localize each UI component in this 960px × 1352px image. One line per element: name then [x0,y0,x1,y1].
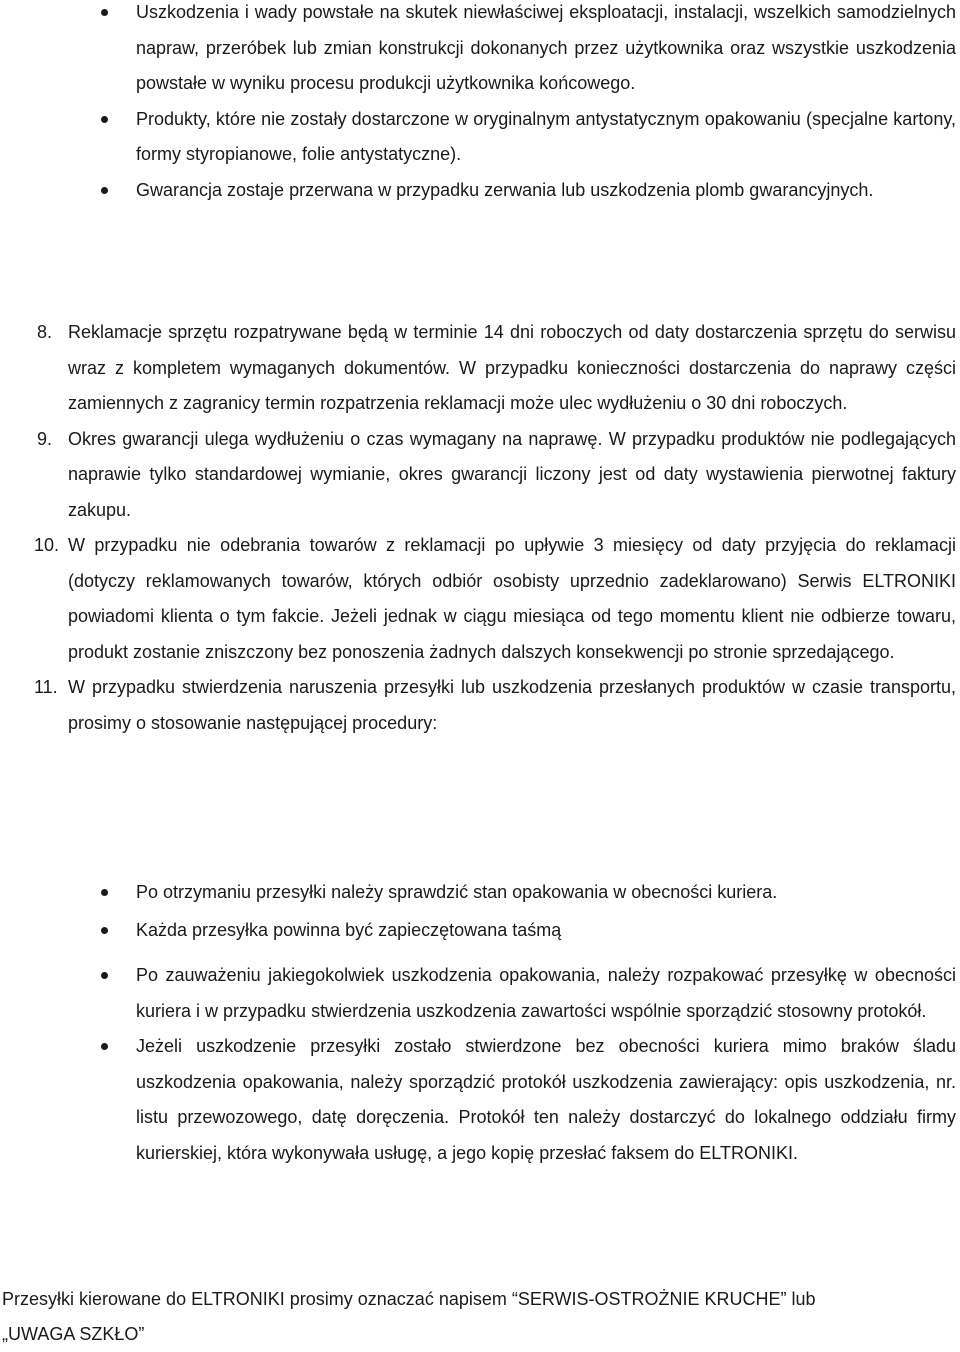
bullet-dot [101,1043,108,1050]
bullet-text: Produkty, które nie zostały dostarczone w oryginalnym antystatycznym opakowaniu (specjalne kartony, formy styropianowe, folie antystatyczne). [136,108,956,164]
bullet-dot [101,889,108,896]
clause-text: W przypadku nie odebrania towarów z reklamacji po upływie 3 miesięcy od daty przyjęcia do reklamacji (dotyczy reklamowanych towarów, których odbiór osobisty uprzednio zadeklarowano) Serwis ELTRONIKI powiadomi klienta o tym fakcie. Jeżeli jednak w ciągu miesiąca od tego momentu klient nie odbierze towaru, produkt zostanie zniszczony bez ponoszenia żadnych dalszych konsekwencji po stronie sprzedającego. [68,535,956,662]
list-item [0,0,960,102]
procedure-list [0,875,960,1171]
bullet-dot [101,187,108,194]
clause-number: 9. [37,428,53,449]
list-item [0,173,960,209]
clause-8 [0,315,960,422]
numbered-clauses [0,315,960,741]
clause-text: Reklamacje sprzętu rozpatrywane będą w terminie 14 dni roboczych od daty dostarczenia sprzętu do serwisu wraz z kompletem wymaganych dokumentów. W przypadku konieczności dostarczenia do naprawy części zamiennych z zagranicy termin rozpatrzenia reklamacji może ulec wydłużeniu o 30 dni roboczych. [68,322,956,413]
list-item [0,1029,960,1171]
clause-9 [0,422,960,529]
shipping-label-note: Przesyłki kierowane do ELTRONIKI prosimy oznaczać napisem “SERWIS-OSTROŻNIE KRUCHE” lub „UWAGA SZKŁO” [2,1289,816,1344]
bullet-dot [101,927,108,934]
exclusions-list [0,0,960,208]
clause-number: 10. [34,535,60,555]
clause-number: 11. [34,677,58,697]
list-item [0,958,960,1029]
list-item [0,913,960,949]
bullet-dot [101,116,108,123]
clause-10 [0,528,960,670]
bullet-text: Po otrzymaniu przesyłki należy sprawdzić stan opakowania w obecności kuriera. [136,882,778,902]
bullet-dot [101,972,108,979]
list-item [0,875,960,911]
bullet-text: Uszkodzenia i wady powstałe na skutek niewłaściwej eksploatacji, instalacji, wszelkich samodzielnych napraw, przeróbek lub zmian konstrukcji dokonanych przez użytkownika oraz wszystkie uszkodzenia powstałe w wyniku procesu produkcji użytkownika końcowego. [136,2,956,93]
bullet-text: Każda przesyłka powinna być zapieczętowana taśmą [136,919,562,940]
clause-number: 8. [37,322,53,342]
bullet-text: Jeżeli uszkodzenie przesyłki zostało stwierdzone bez obecności kuriera mimo braków śladu uszkodzenia opakowania, należy sporządzić protokół uszkodzenia zawierający: opis uszkodzenia, nr. listu przewozowego, datę doręczenia. Protokół ten należy dostarczyć do lokalnego oddziału firmy kurierskiej, która wykonywała usługę, a jego kopię przesłać faksem do ELTRONIKI. [136,1036,956,1163]
bullet-text: Po zauważeniu jakiegokolwiek uszkodzenia opakowania, należy rozpakować przesyłkę w obecności kuriera i w przypadku stwierdzenia uszkodzenia zawartości wspólnie sporządzić stosowny protokół. [136,965,956,1021]
clause-text: W przypadku stwierdzenia naruszenia przesyłki lub uszkodzenia przesłanych produktów w czasie transportu, prosimy o stosowanie następującej procedury: [68,677,956,733]
bullet-dot [101,9,108,16]
bullet-text: Gwarancja zostaje przerwana w przypadku zerwania lub uszkodzenia plomb gwarancyjnych. [136,179,874,200]
list-item [0,102,960,173]
clause-11 [0,670,960,741]
clause-text: Okres gwarancji ulega wydłużeniu o czas wymagany na naprawę. W przypadku produktów nie podlegających naprawie tylko standardowej wymianie, okres gwarancji liczony jest od daty wystawienia pierwotnej faktury zakupu. [68,428,956,520]
